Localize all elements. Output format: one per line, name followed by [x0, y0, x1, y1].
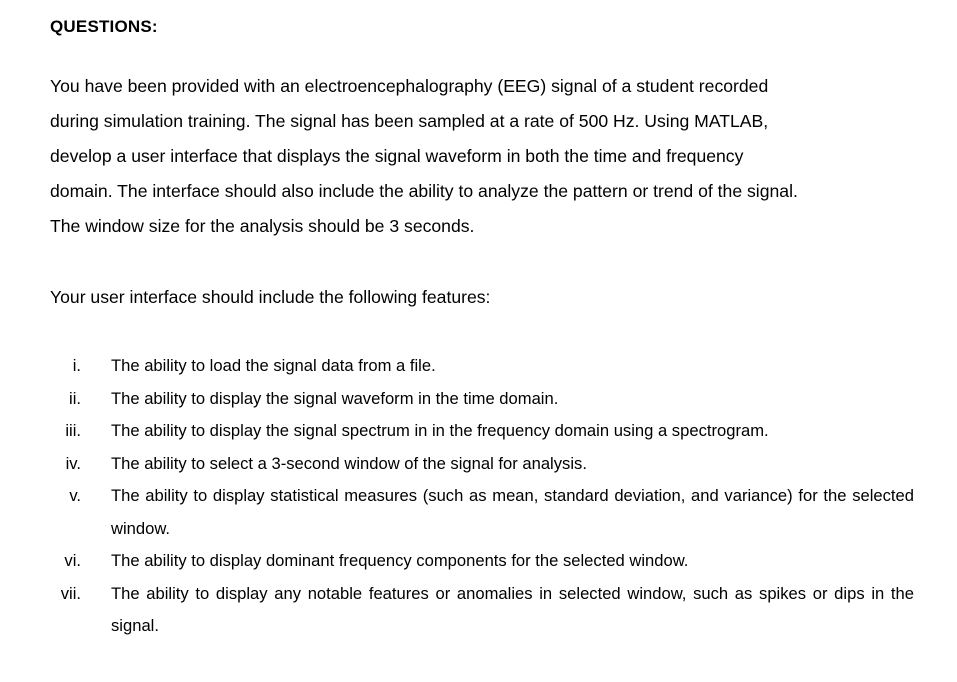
list-item — [50, 383, 914, 416]
list-item — [50, 415, 914, 448]
item-text: The ability to load the signal data from a file. — [111, 356, 436, 375]
intro-line: develop a user interface that displays the signal waveform in both the time and frequency — [50, 146, 744, 166]
intro-line: The window size for the analysis should be 3 seconds. — [50, 216, 475, 236]
feature-list — [50, 350, 914, 643]
list-item — [50, 578, 914, 643]
item-number: iii. — [65, 421, 81, 440]
item-number: vii. — [60, 583, 81, 603]
page-heading: QUESTIONS: — [50, 17, 158, 36]
intro-paragraph — [50, 69, 912, 244]
list-item — [50, 545, 914, 578]
list-item — [50, 480, 914, 545]
item-text: The ability to display any notable features or anomalies in selected window, such as spikes or dips in the signal. — [111, 583, 914, 635]
item-number: ii. — [69, 388, 81, 408]
item-text: The ability to select a 3-second window of the signal for analysis. — [111, 453, 587, 473]
list-item — [50, 448, 914, 481]
item-text: The ability to display dominant frequency components for the selected window. — [111, 551, 689, 570]
intro-line: domain. The interface should also include the ability to analyze the pattern or trend of the signal. — [50, 181, 798, 201]
features-lead: Your user interface should include the following features: — [50, 287, 491, 307]
item-number: iv. — [65, 453, 81, 473]
item-text: The ability to display the signal spectrum in in the frequency domain using a spectrogram. — [111, 421, 769, 440]
intro-line: You have been provided with an electroencephalography (EEG) signal of a student recorded — [50, 76, 769, 96]
item-number: vi. — [64, 551, 81, 570]
item-text: The ability to display statistical measures (such as mean, standard deviation, and variance) for the selected window. — [111, 486, 914, 538]
list-item — [50, 350, 914, 383]
intro-line: during simulation training. The signal has been sampled at a rate of 500 Hz. Using MATLAB, — [50, 111, 769, 131]
item-number: v. — [69, 486, 81, 505]
item-number: i. — [72, 356, 81, 375]
item-text: The ability to display the signal waveform in the time domain. — [111, 388, 559, 408]
